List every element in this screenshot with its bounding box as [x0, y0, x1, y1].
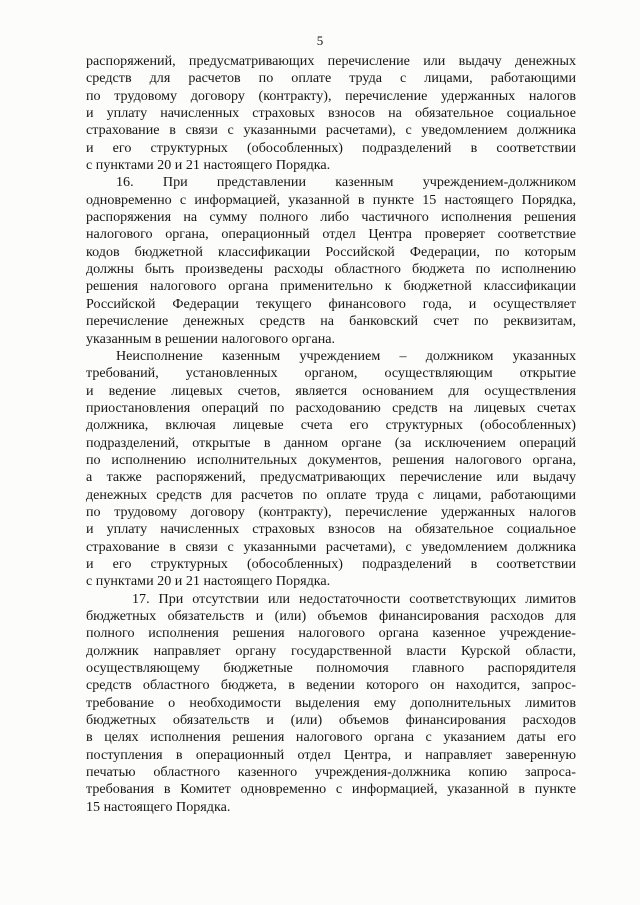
text-line: поступления в операционный отдел Центра, и направляет заверенную: [86, 746, 576, 763]
text-line: указанным в решении налогового органа.: [86, 330, 336, 347]
text-line: бюджетных обязательств и (или) объемов финансирования расходов для: [86, 608, 576, 624]
text-line: а также распоряжений, предусматривающих перечисление или выдачу: [86, 469, 576, 486]
text-line: распоряжения на сумму полного либо частичного исполнения решения: [86, 209, 576, 226]
text-line: должник направляет органу государственной власти Курской области,: [86, 642, 576, 659]
text-line: приостановления операций по расходованию средств на лицевых счетах: [86, 399, 576, 416]
paragraph-16: [86, 174, 576, 347]
text-line: по трудовому договору (контракту), перечисление удержанных налогов: [86, 87, 576, 104]
text-line: средств для расчетов по оплате труда с лицами, работающими: [86, 70, 576, 87]
text-line: в целях исполнения решения налогового органа с указанием даты его: [86, 729, 576, 746]
text-line: требования в Комитет одновременно с информацией, указанной в пункте: [86, 781, 576, 798]
text-line: одновременно с информацией, указанной в пункте 15 настоящего Порядка,: [86, 191, 576, 208]
text-line: с пунктами 20 и 21 настоящего Порядка.: [86, 157, 331, 174]
text-line: печатью областного казенного учреждения-должника копию запроса-: [86, 764, 576, 781]
paragraph-17: [86, 591, 576, 816]
text-line: полного исполнения решения налогового органа казенное учреждение-: [86, 625, 576, 642]
text-line: Российской Федерации текущего финансового года, и осуществляет: [86, 295, 576, 312]
text-line: и уплату начисленных страховых взносов на обязательное социальное: [86, 521, 576, 538]
text-line: с пунктами 20 и 21 настоящего Порядка.: [86, 573, 331, 590]
text-line: 15 настоящего Порядка.: [86, 798, 231, 815]
text-line: страхование в связи с указанными расчетами), с уведомлением должника: [86, 538, 576, 555]
text-line: и уплату начисленных страховых взносов на обязательное социальное: [86, 105, 576, 122]
text-line: подразделений, открытые в данном органе (за исключением операций: [86, 434, 576, 451]
text-line: кодов бюджетной классификации Российской Федерации, по которым: [86, 243, 576, 260]
page-number: 5: [316, 33, 324, 48]
text-line: осуществляющему бюджетные полномочия главного распорядителя: [86, 660, 576, 677]
text-line: бюджетных обязательств и (или) объемов финансирования расходов: [86, 712, 576, 729]
document-body: [86, 53, 576, 816]
text-line: по исполнению исполнительных документов, решения налогового органа,: [86, 451, 576, 468]
text-line: требований, установленных органом, осуществляющим открытие: [86, 365, 576, 382]
text-line: по трудовому договору (контракту), перечисление удержанных налогов: [86, 503, 576, 520]
text-line: средств областного бюджета, в ведении которого он находится, запрос-: [86, 677, 576, 694]
text-line: должника, включая лицевые счета его структурных (обособленных): [86, 417, 576, 434]
text-line: должны быть произведены расходы областного бюджета по исполнению: [86, 261, 576, 278]
text-line: 17. При отсутствии или недостаточности соответствующих лимитов: [132, 590, 576, 607]
text-line: 16. При представлении казенным учреждением-должником: [116, 174, 576, 191]
text-line: Неисполнение казенным учреждением – должником указанных: [116, 347, 576, 364]
text-line: и его структурных (обособленных) подразделений в соответствии: [86, 555, 576, 572]
text-line: требование о необходимости выделения ему дополнительных лимитов: [86, 694, 576, 711]
paragraph-non-execution: [86, 348, 576, 591]
text-line: страхование в связи с указанными расчетами), с уведомлением должника: [86, 122, 576, 139]
text-line: налогового органа, операционный отдел Центра проверяет соответствие: [86, 226, 576, 243]
paragraph-continuation: [86, 53, 576, 174]
text-line: перечисление денежных средств на банковский счет по реквизитам,: [86, 313, 576, 330]
text-line: и его структурных (обособленных) подразделений в соответствии: [86, 139, 576, 156]
text-line: и ведение лицевых счетов, является основанием для осуществления: [86, 382, 576, 399]
text-line: решения налогового органа применительно к бюджетной классификации: [86, 278, 576, 295]
text-line: распоряжений, предусматривающих перечисление или выдачу денежных: [86, 53, 576, 69]
text-line: денежных средств для расчетов по оплате труда с лицами, работающими: [86, 486, 576, 503]
